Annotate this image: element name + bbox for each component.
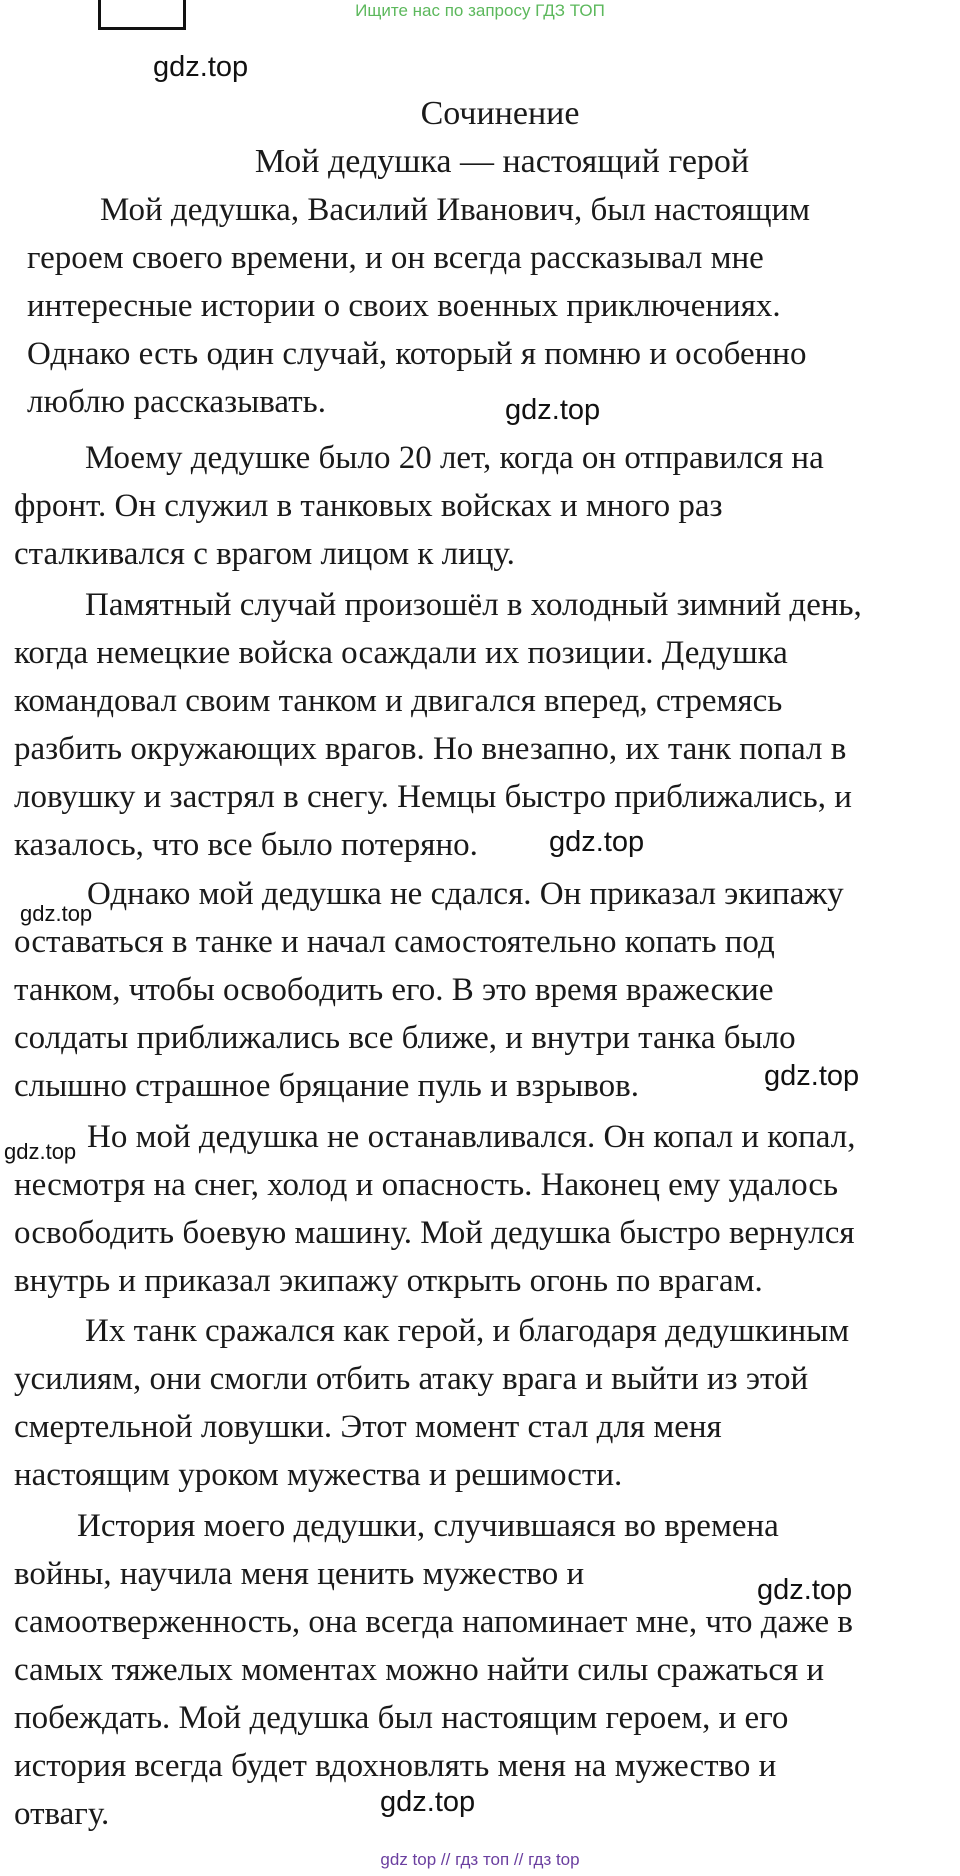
essay-line: настоящим уроком мужества и решимости. — [14, 1457, 623, 1493]
essay-line: Но мой дедушка не останавливался. Он копал и копал, — [87, 1119, 856, 1155]
watermark: gdz.top — [4, 1139, 77, 1164]
essay-line: когда немецкие войска осаждали их позиции. Дедушка — [14, 635, 788, 671]
watermark: gdz.top — [380, 1786, 476, 1818]
essay-line: отвагу. — [14, 1796, 110, 1832]
essay-title: Сочинение — [420, 95, 580, 132]
essay-line: Однако мой дедушка не сдался. Он приказал экипажу — [87, 876, 844, 912]
essay-line: танком, чтобы освободить его. В это время вражеские — [14, 972, 774, 1008]
essay-line: командовал своим танком и двигался вперед, стремясь — [14, 683, 783, 719]
essay-line: ловушку и застрял в снегу. Немцы быстро приближались, и — [14, 779, 852, 815]
watermark: gdz.top — [20, 901, 93, 926]
essay-line: усилиям, они смогли отбить атаку врага и выйти из этой — [14, 1361, 809, 1397]
essay-line: Мой дедушка, Василий Иванович, был настоящим — [100, 192, 811, 228]
essay-subtitle: Мой дедушка — настоящий герой — [254, 143, 750, 180]
essay-line: самых тяжелых моментах можно найти силы сражаться и — [14, 1652, 825, 1688]
watermark: gdz.top — [764, 1060, 860, 1092]
watermark: gdz.top — [505, 394, 601, 426]
essay-line: интересные истории о своих военных приключениях. — [27, 288, 781, 324]
essay-line: самоотверженность, она всегда напоминает мне, что даже в — [14, 1604, 853, 1640]
essay-line: История моего дедушки, случившаяся во времена — [77, 1508, 779, 1544]
essay-line: фронт. Он служил в танковых войсках и много раз — [14, 488, 723, 524]
footer-links: gdz top // гдз топ // гдз top — [380, 1850, 580, 1869]
essay-line: внутрь и приказал экипажу открыть огонь по врагам. — [14, 1263, 763, 1299]
essay-line: Моему дедушке было 20 лет, когда он отправился на — [85, 440, 824, 476]
essay-line: Их танк сражался как герой, и благодаря дедушкиным — [85, 1313, 850, 1349]
watermark: gdz.top — [549, 826, 645, 858]
essay-line: слышно страшное бряцание пуль и взрывов. — [14, 1068, 639, 1104]
essay-line: Памятный случай произошёл в холодный зимний день, — [85, 587, 862, 623]
essay-line: побеждать. Мой дедушка был настоящим героем, и его — [14, 1700, 789, 1736]
essay-line: несмотря на снег, холод и опасность. Наконец ему удалось — [14, 1167, 839, 1203]
watermark: gdz.top — [757, 1574, 853, 1606]
essay-line: сталкивался с врагом лицом к лицу. — [14, 536, 515, 572]
essay-line: казалось, что все было потеряно. — [14, 827, 478, 863]
essay-line: разбить окружающих врагов. Но внезапно, их танк попал в — [14, 731, 847, 767]
header-banner: Ищите нас по запросу ГДЗ ТОП — [355, 1, 605, 20]
essay-line: Однако есть один случай, который я помню и особенно — [27, 336, 807, 372]
essay-line: освободить боевую машину. Мой дедушка быстро вернулся — [14, 1215, 855, 1251]
essay-line: история всегда будет вдохновлять меня на мужество и — [14, 1748, 777, 1784]
essay-line: люблю рассказывать. — [27, 384, 326, 420]
essay-line: войны, научила меня ценить мужество и — [14, 1556, 585, 1592]
essay-line: смертельной ловушки. Этот момент стал для меня — [14, 1409, 722, 1445]
essay-line: героем своего времени, и он всегда рассказывал мне — [27, 240, 764, 276]
watermark: gdz.top — [153, 51, 249, 83]
essay-line: солдаты приближались все ближе, и внутри танка было — [14, 1020, 796, 1056]
essay-line: оставаться в танке и начал самостоятельно копать под — [14, 924, 775, 960]
